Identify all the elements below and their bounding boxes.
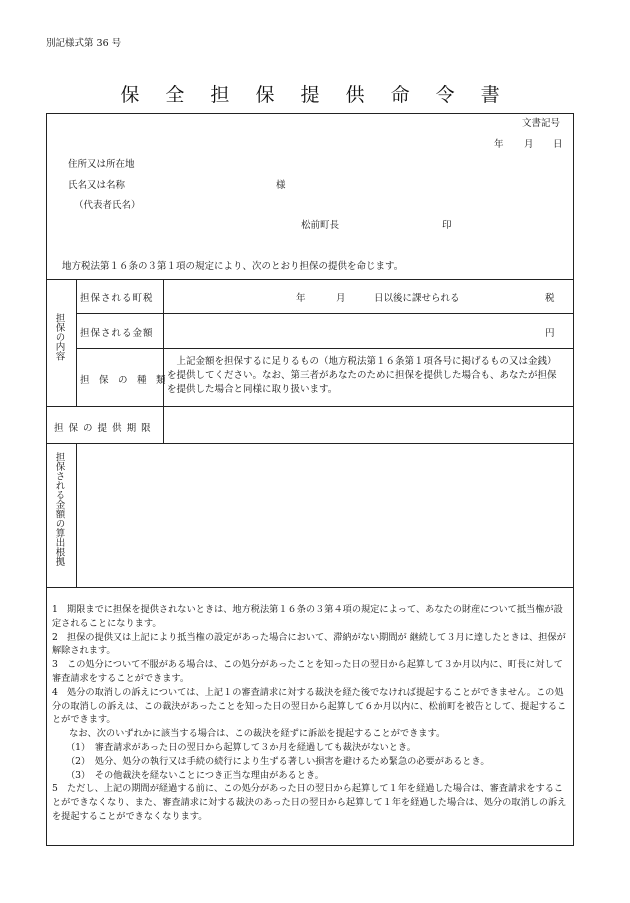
- note-item: 1 期限までに担保を提供されないときは、地方税法第１６条の３第４項の規定によって、あなたの財産について抵当権が設定されることになります。: [52, 604, 563, 629]
- date-month: 月: [524, 139, 534, 150]
- address-label: 住所又は所在地: [68, 159, 135, 170]
- note-item: （1） 審査請求があった日の翌日から起算して３か月を経過しても裁決がないとき。: [66, 741, 416, 753]
- grid-line: [46, 443, 574, 444]
- deadline-label: 担 保 の 提 供 期 限: [54, 423, 152, 434]
- grid-line: [76, 443, 77, 587]
- note-item: 4 処分の取消しの訴えについては、上記１の審査請求に対する裁決を経た後でなければ提起することができません。この処分の取消しの訴えは、この裁決があったことを知った日の翌日から起算して６か月以内に、松前町を被告として、提起することができます。: [52, 686, 567, 726]
- tax-rest: 日以後に課せられる: [374, 293, 460, 304]
- date-year: 年: [494, 139, 504, 150]
- tax-suffix: 税: [545, 293, 555, 304]
- note-item: 3 この処分について不服がある場合は、この処分があったことを知った日の翌日から起算して３か月以内に、町長に対して審査請求をすることができます。: [52, 659, 563, 684]
- note-item: なお、次のいずれかに該当する場合は、この裁決を経ずに訴訟を提起することができます。: [60, 728, 446, 740]
- date-day: 日: [553, 139, 563, 150]
- grid-line: [163, 279, 164, 443]
- tax-year: 年: [296, 293, 306, 304]
- note-item: （3） その他裁決を経ないことにつき正当な理由があるとき。: [66, 769, 324, 781]
- issuer: 松前町長: [301, 220, 340, 231]
- grid-line: [76, 348, 574, 349]
- amount-label: 担保される金額: [80, 328, 154, 339]
- seal-mark: 印: [442, 220, 452, 231]
- grid-line: [76, 279, 77, 406]
- section-label: 担保の内容: [53, 313, 65, 361]
- note-item: （2） 処分、処分の執行又は手続の続行により生ずる著しい損害を避けるため緊急の必要があるとき。: [66, 755, 490, 767]
- grid-line: [46, 406, 574, 407]
- amount-unit: 円: [545, 328, 555, 339]
- grid-line: [46, 587, 574, 588]
- page-title: 保 全 担 保 提 供 命 令 書: [120, 84, 510, 106]
- form-number: 別記様式第 36 号: [46, 38, 122, 49]
- type-text: 上記金額を担保するに足りるもの（地方税法第１６条第１項各号に掲げるもの又は金銭）を提供してください。なお、第三者があなたのために担保を提供した場合も、あなたが担保を提供した場合と同様に取り扱います。: [167, 356, 557, 395]
- tax-month: 月: [336, 293, 346, 304]
- note-item: 2 担保の提供又は上記により抵当権の設定があった場合において、滞納がない期間が 継続して３月に達したときは、担保が解除されます。: [52, 631, 566, 657]
- grid-line: [46, 279, 574, 280]
- type-label: 担 保 の 種 類: [80, 375, 166, 386]
- notes: [52, 603, 570, 824]
- doc-ref-label: 文書記号: [522, 118, 561, 129]
- grid-line: [76, 313, 574, 314]
- name-label: 氏名又は名称: [68, 180, 126, 191]
- tax-label: 担保される町税: [80, 293, 154, 304]
- note-item: 5 ただし、上記の期間が経過する前に、この処分があった日の翌日から起算して１年を経過した場合は、審査請求をすることができなくなり、また、審査請求に対する裁決のあった日の翌日から起算して１年を経過した場合は、処分の取消しの訴えを提起することができなくなります。: [52, 783, 567, 822]
- honorific: 様: [276, 180, 286, 191]
- representative-label: （代表者氏名）: [74, 200, 141, 211]
- basis-label: 担保される金額の算出根拠: [53, 452, 65, 566]
- order-text: 地方税法第１６条の３第１項の規定により、次のとおり担保の提供を命じます。: [62, 261, 404, 272]
